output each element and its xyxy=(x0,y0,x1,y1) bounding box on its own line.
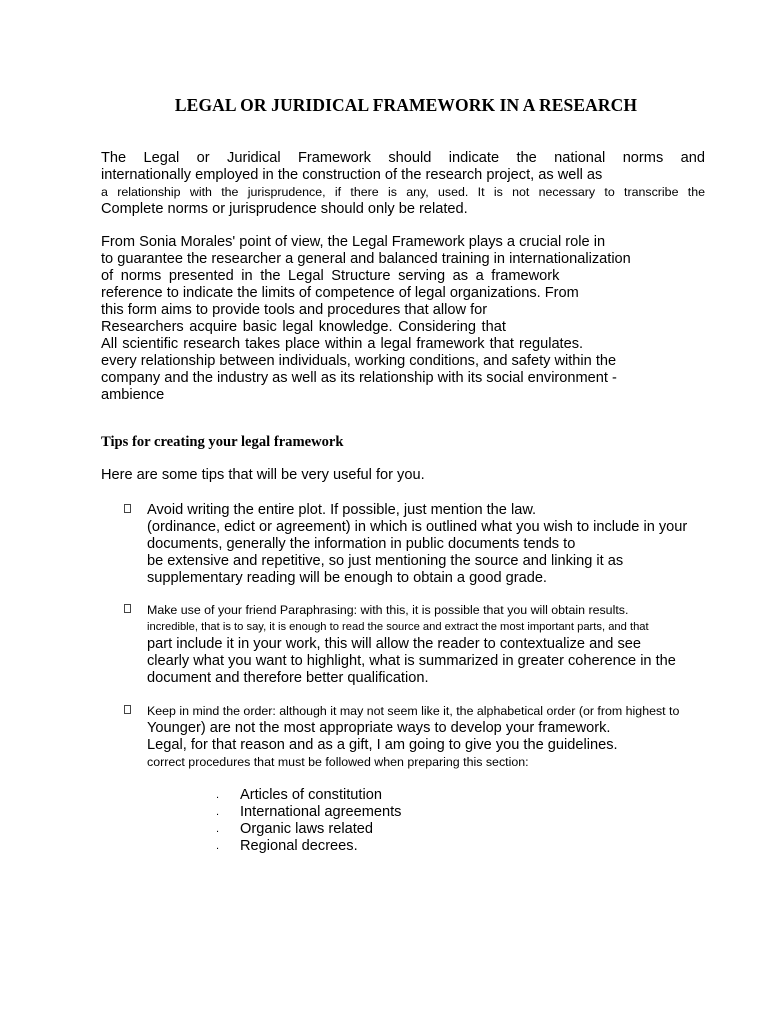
list-marker: . xyxy=(216,840,220,852)
checkbox-bullet-icon xyxy=(124,705,131,714)
text-line: this form aims to provide tools and procedures that allow for xyxy=(101,302,488,318)
paragraph-intro xyxy=(101,150,705,218)
text-line: All scientific research takes place within a legal framework that regulates. xyxy=(101,336,584,352)
list-item-label: Regional decrees. xyxy=(240,838,358,854)
text-line: Researchers acquire basic legal knowledge. Considering that xyxy=(101,319,506,335)
text-line: supplementary reading will be enough to obtain a good grade. xyxy=(147,570,547,586)
text-line: From Sonia Morales' point of view, the Legal Framework plays a crucial role in xyxy=(101,234,606,250)
list-item-label: International agreements xyxy=(240,804,402,820)
page-title: LEGAL OR JURIDICAL FRAMEWORK IN A RESEARCH xyxy=(174,95,638,115)
tip-item-paraphrasing xyxy=(147,602,707,687)
text-line: Make use of your friend Paraphrasing: with this, it is possible that you will obtain results. xyxy=(147,603,629,617)
text-line: of norms presented in the Legal Structure serving as a framework xyxy=(101,268,560,284)
text-line: to guarantee the researcher a general and balanced training in internationalization xyxy=(101,251,631,267)
checkbox-bullet-icon xyxy=(124,504,131,513)
tip-item-avoid-plot xyxy=(147,502,707,587)
text-line: a relationship with the jurisprudence, if there is any, used. It is not necessary to transcribe the xyxy=(101,185,705,199)
text-line: part include it in your work, this will allow the reader to contextualize and see xyxy=(147,636,642,652)
tip-item-order xyxy=(147,703,707,771)
tips-intro: Here are some tips that will be very useful for you. xyxy=(101,467,425,483)
text-line: The Legal or Juridical Framework should indicate the national norms and xyxy=(101,150,705,166)
text-line: Legal, for that reason and as a gift, I am going to give you the guidelines. xyxy=(147,737,618,753)
text-line: every relationship between individuals, working conditions, and safety within the xyxy=(101,353,617,369)
text-line: ambience xyxy=(101,387,165,403)
text-line: be extensive and repetitive, so just mentioning the source and linking it as xyxy=(147,553,624,569)
text-line: Younger) are not the most appropriate ways to develop your framework. xyxy=(147,720,611,736)
text-line: correct procedures that must be followed when preparing this section: xyxy=(147,755,529,769)
list-item-label: Organic laws related xyxy=(240,821,374,837)
text-line: document and therefore better qualification. xyxy=(147,670,429,686)
list-marker: . xyxy=(216,823,220,835)
checkbox-bullet-icon xyxy=(124,604,131,613)
guidelines-list xyxy=(216,787,401,855)
text-line: Keep in mind the order: although it may not seem like it, the alphabetical order (or from highest to xyxy=(147,704,680,718)
list-item xyxy=(216,804,401,821)
text-line: (ordinance, edict or agreement) in which is outlined what you wish to include in your xyxy=(147,519,688,535)
list-item xyxy=(216,838,401,855)
list-item xyxy=(216,821,401,838)
text-line: Complete norms or jurisprudence should only be related. xyxy=(101,201,468,217)
text-line: documents, generally the information in public documents tends to xyxy=(147,536,576,552)
text-line: incredible, that is to say, it is enough to read the source and extract the most important parts, and that xyxy=(147,621,649,633)
tips-heading: Tips for creating your legal framework xyxy=(101,434,344,450)
paragraph-morales xyxy=(101,234,705,404)
list-item xyxy=(216,787,401,804)
text-line: internationally employed in the construction of the research project, as well as xyxy=(101,167,603,183)
list-marker: . xyxy=(216,789,220,801)
list-marker: . xyxy=(216,806,220,818)
text-line: reference to indicate the limits of competence of legal organizations. From xyxy=(101,285,579,301)
text-line: company and the industry as well as its relationship with its social environment - xyxy=(101,370,617,386)
text-line: clearly what you want to highlight, what is summarized in greater coherence in the xyxy=(147,653,676,669)
text-line: Avoid writing the entire plot. If possible, just mention the law. xyxy=(147,502,537,518)
list-item-label: Articles of constitution xyxy=(240,787,382,803)
